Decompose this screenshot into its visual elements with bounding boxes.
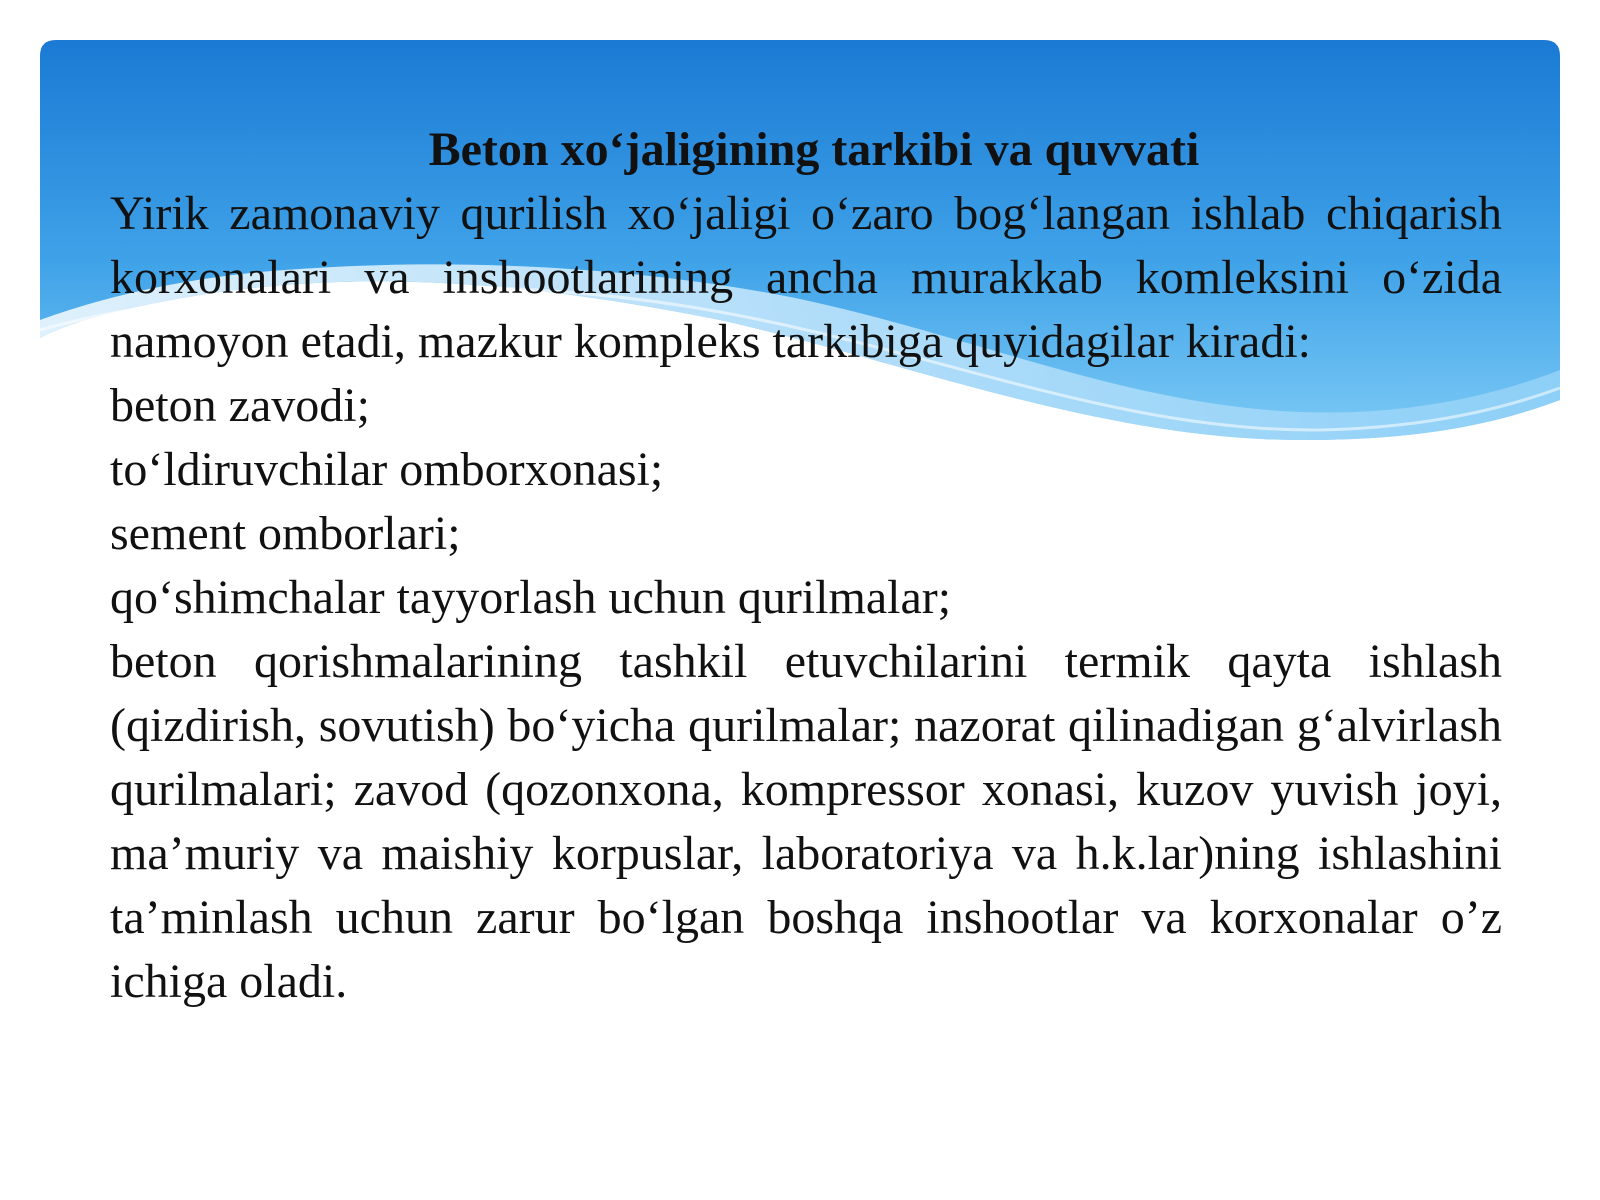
list-item-1: beton zavodi; [110, 379, 370, 432]
intro-paragraph: Yirik zamonaviy qurilish xo‘jaligi o‘zaro bog‘langan ishlab chiqarish korxonalari va inshootlarining ancha murakkab komleksini o‘zida namoyon etadi, mazkur kompleks tarkibiga quyidagilar kiradi: [110, 187, 1502, 368]
slide-title: Beton xo‘jaligining tarkibi va quvvati [428, 123, 1200, 176]
closing-paragraph: beton qorishmalarining tashkil etuvchilarini termik qayta ishlash (qizdirish, sovutish) bo‘yicha qurilmalar; nazorat qilinadigan g‘alvirlash qurilmalari; zavod (qozonxona, kompressor xonasi, kuzov yuvish joyi, ma’muriy va maishiy korpuslar, laboratoriya va h.k.lar)ning ishlashini ta’minlash uchun zarur bo‘lgan boshqa inshootlar va korxonalar o’z ichiga oladi. [110, 635, 1502, 1008]
list-item-2: to‘ldiruvchilar omborxonasi; [110, 443, 664, 496]
list-item-4: qo‘shimchalar tayyorlash uchun qurilmalar; [110, 571, 952, 624]
list-item-3: sement omborlari; [110, 507, 461, 560]
slide-content [110, 118, 1502, 1014]
